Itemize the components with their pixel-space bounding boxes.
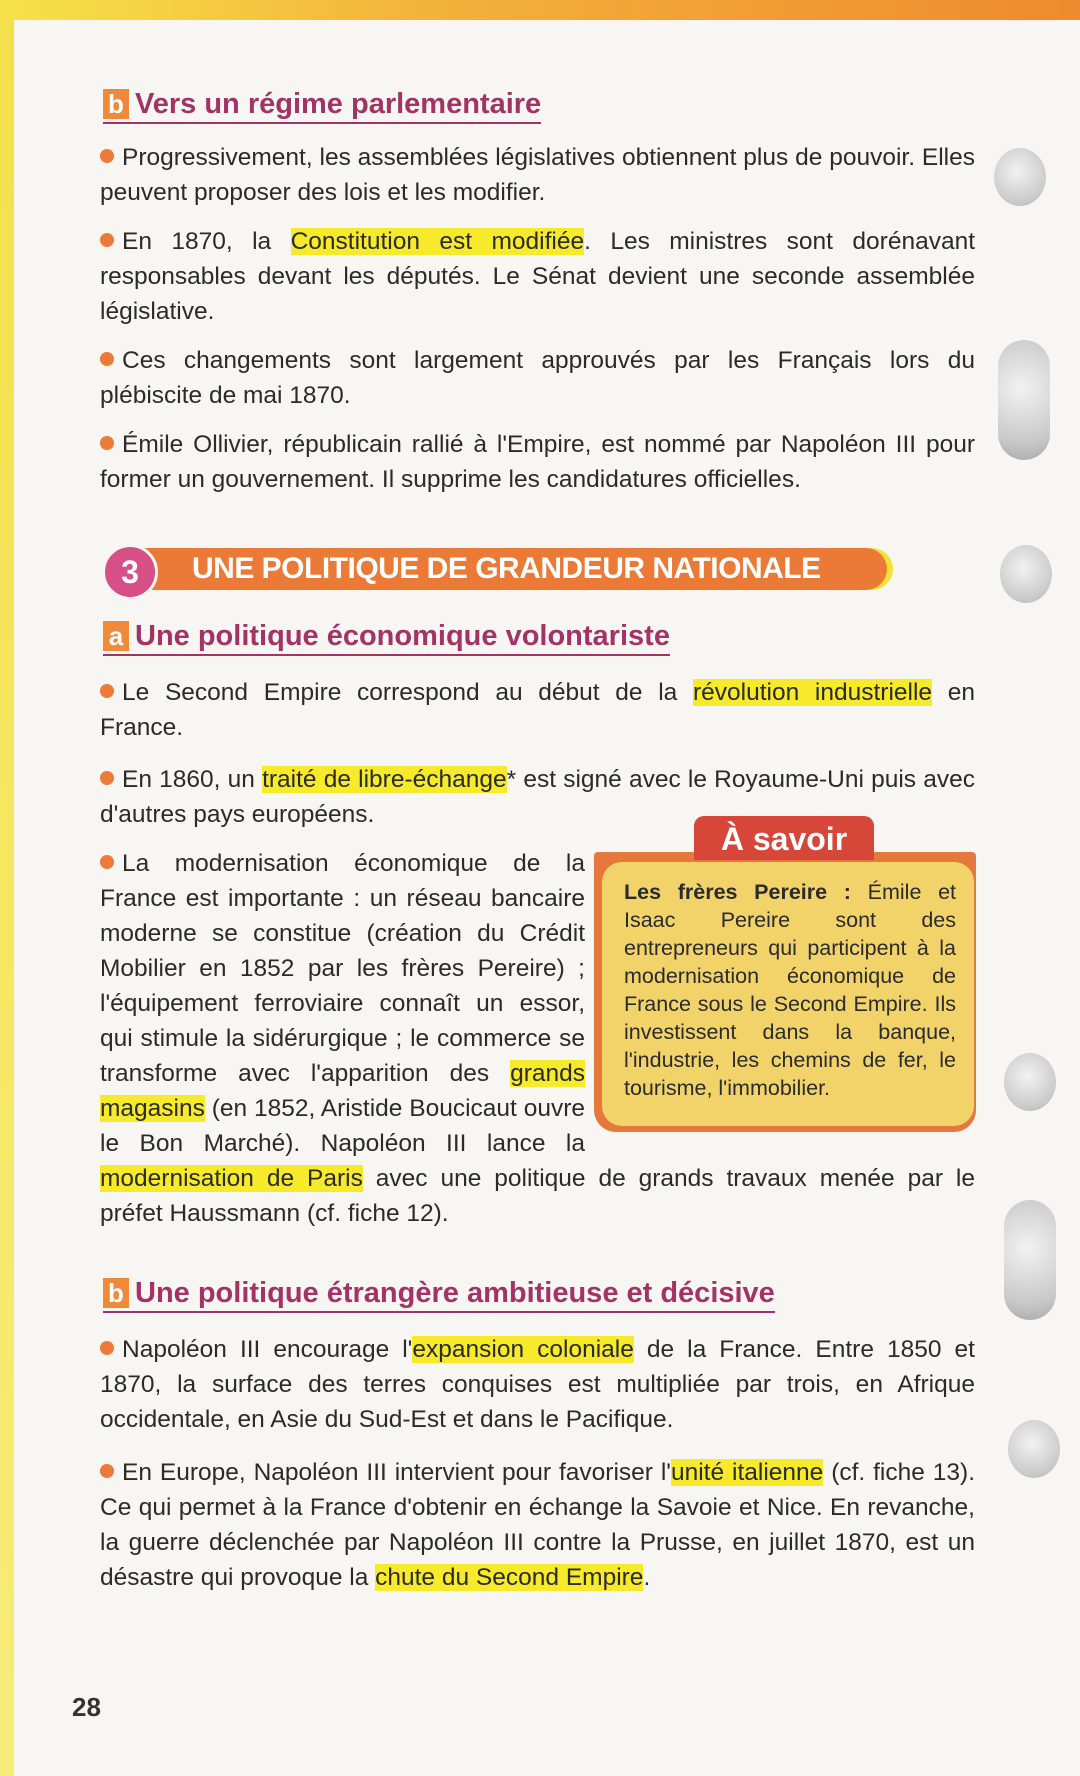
highlighted-text: chute du Second Empire	[375, 1564, 644, 1591]
para	[100, 343, 975, 413]
highlighted-text: unité italienne	[670, 1459, 824, 1486]
section-3-title: UNE POLITIQUE DE GRANDEUR NATIONALE	[192, 552, 821, 585]
bullet-icon	[100, 149, 114, 163]
text: Napoléon III encourage l'	[122, 1336, 413, 1363]
page-number: 28	[72, 1692, 101, 1722]
bullet-icon	[100, 352, 114, 366]
text: de la France. Entre 1850 et 1870, la surface des terres conquises est multipliée par trois, en Afrique occidentale, en Asie du Sud-Est et dans le Pacifique.	[100, 1336, 975, 1433]
a-savoir-title: À savoir	[694, 816, 874, 860]
section-letter-tag: b	[103, 89, 129, 119]
bullet-icon	[100, 233, 114, 247]
a-savoir-box	[594, 821, 976, 1132]
bullet-icon	[100, 1464, 114, 1478]
section-number: 3	[102, 544, 158, 600]
section-b1-title-text: Vers un régime parlementaire	[135, 88, 542, 120]
binder-hole	[1004, 1200, 1056, 1320]
para	[100, 1332, 975, 1437]
text: Ces changements sont largement approuvés par les Français lors du plébiscite de mai 1870.	[100, 347, 975, 409]
text: (en 1852, Aristide Boucicaut ouvre le Bon Marché). Napoléon III lance la	[100, 1095, 585, 1157]
text: En Europe, Napoléon III intervient pour favoriser l'	[122, 1459, 671, 1486]
text: avec une politique de grands travaux menée par le préfet Haussmann (cf. fiche 12).	[100, 1165, 975, 1227]
section-letter-tag: b	[103, 1278, 129, 1308]
bullet-icon	[100, 1341, 114, 1355]
section-a-title-text: Une politique économique volontariste	[135, 620, 670, 652]
text: La modernisation économique de la France est importante : un réseau bancaire moderne se constitue (création du Crédit Mobilier en 1852 par les frères Pereire) ; l'équipement ferroviaire connaît un essor, qui stimule la sidérurgique ; le commerce se transforme avec l'apparition des	[100, 850, 585, 1087]
text: Progressivement, les assemblées législatives obtiennent plus de pouvoir. Elles peuvent proposer des lois et les modifier.	[100, 144, 975, 206]
text: . Les ministres sont dorénavant responsables devant les députés. Le Sénat devient une seconde assemblée législative.	[100, 228, 975, 325]
section-letter-tag: a	[103, 621, 129, 651]
section-3-banner	[102, 544, 902, 594]
para	[100, 224, 975, 329]
para	[100, 1455, 975, 1595]
highlighted-text: révolution industrielle	[693, 679, 933, 706]
page-top-strip	[0, 0, 1080, 20]
bullet-icon	[100, 771, 114, 785]
text: En 1870, la	[122, 228, 291, 255]
para	[100, 140, 975, 210]
bullet-icon	[100, 855, 114, 869]
bullet-icon	[100, 436, 114, 450]
a-savoir-body	[602, 862, 974, 1126]
text: (cf. fiche 13). Ce qui permet à la France d'obtenir en échange la Savoie et Nice. En revanche, la guerre déclenchée par Napoléon III contre la Prusse, en juillet 1870, est un désastre qui provoque la	[100, 1459, 975, 1591]
text: en France.	[100, 679, 975, 741]
binder-hole	[1008, 1420, 1060, 1478]
binder-hole	[1000, 545, 1052, 603]
section-a-title	[103, 620, 670, 656]
section-b2-title-text: Une politique étrangère ambitieuse et décisive	[135, 1277, 775, 1309]
highlighted-text: modernisation de Paris	[100, 1165, 363, 1192]
text: En 1860, un	[122, 766, 263, 793]
a-savoir-text: Émile et Isaac Pereire sont des entrepreneurs qui participent à la modernisation économique de France sous le Second Empire. Ils investissent dans la banque, l'industrie, les chemins de fer, le tourisme, l'immobilier.	[624, 880, 957, 1100]
section-b1-title	[103, 88, 541, 124]
text: * est signé avec le Royaume-Uni puis avec d'autres pays européens.	[100, 766, 975, 828]
section-b2-title	[103, 1277, 775, 1313]
highlighted-text: traité de libre-échange	[262, 766, 507, 793]
highlighted-text: Constitution est modifiée	[290, 228, 585, 255]
text: .	[643, 1564, 651, 1591]
binder-hole	[994, 148, 1046, 206]
highlighted-text: expansion coloniale	[412, 1336, 634, 1363]
binder-hole	[998, 340, 1050, 460]
page-left-strip	[0, 0, 14, 1776]
text: Le Second Empire correspond au début de la	[122, 679, 693, 706]
para	[100, 427, 975, 497]
para	[100, 675, 975, 745]
bullet-icon	[100, 684, 114, 698]
highlighted-text: grands magasins	[100, 1060, 585, 1122]
a-savoir-term: Les frères Pereire :	[624, 880, 851, 904]
binder-hole	[1004, 1053, 1056, 1111]
text: Émile Ollivier, républicain rallié à l'Empire, est nommé par Napoléon III pour former un gouvernement. Il supprime les candidatures officielles.	[100, 431, 975, 493]
